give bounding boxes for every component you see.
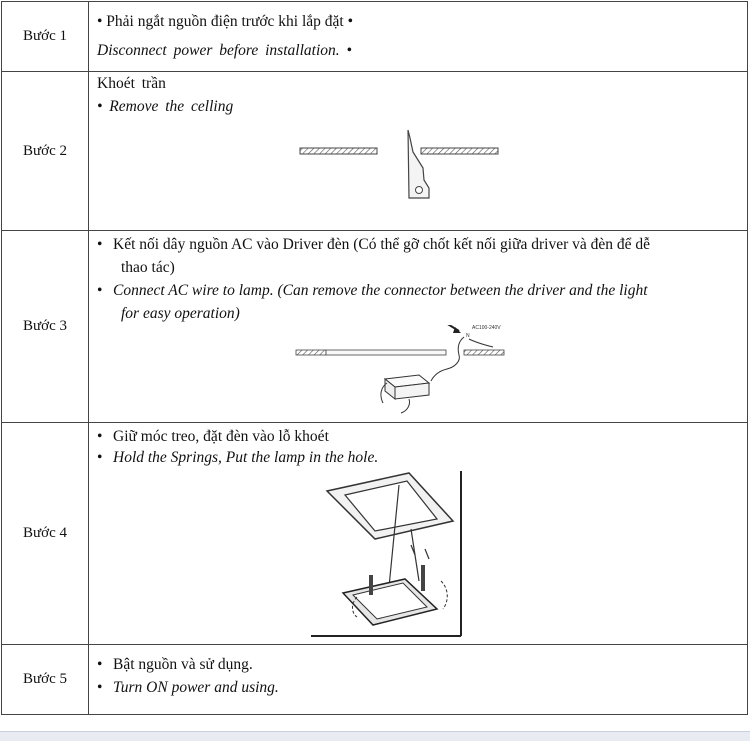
step-content-1	[89, 2, 748, 72]
voltage-label: AC100-240V	[472, 325, 501, 331]
step-1-vi: • Phải ngắt nguồn điện trước khi lắp đặt •	[97, 13, 354, 30]
step-2-en: • Remove the celling	[97, 98, 234, 115]
ceiling-cut-illustration	[89, 118, 739, 206]
instruction-table	[1, 1, 748, 715]
step-4-vi: Giữ móc treo, đặt đèn vào lỗ khoét	[113, 428, 329, 445]
step-1-en: Disconnect power before installation. •	[97, 42, 352, 59]
step-5-en: Turn ON power and using.	[113, 679, 279, 696]
step-content-2	[89, 72, 748, 231]
step-3-en-2: for easy operation)	[121, 305, 240, 322]
step-row-1	[2, 2, 748, 72]
step-row-3	[2, 231, 748, 423]
step-content-5: • Bật nguồn và sử dụng. • Turn ON power and using.	[89, 645, 748, 715]
step-2-vi: Khoét trần	[97, 75, 166, 92]
step-label-5: Bước 5	[2, 645, 89, 715]
lamp-install-illustration	[89, 469, 739, 639]
step-row-2	[2, 72, 748, 231]
step-row-4	[2, 423, 748, 645]
step-label-1: Bước 1	[2, 2, 89, 72]
step-label-4: Bước 4	[2, 423, 89, 645]
step-3-en-1: Connect AC wire to lamp. (Can remove the connector between the driver and the light	[113, 282, 648, 299]
step-4-en: Hold the Springs, Put the lamp in the hole.	[113, 449, 379, 466]
ac-wiring-illustration	[89, 325, 739, 415]
step-content-4: • Giữ móc treo, đặt đèn vào lỗ khoét • Hold the Springs, Put the lamp in the hole.	[89, 423, 748, 645]
n-label: N	[466, 333, 470, 339]
step-label-3: Bước 3	[2, 231, 89, 423]
step-5-vi: Bật nguồn và sử dụng.	[113, 656, 253, 673]
step-3-vi-1: Kết nối dây nguồn AC vào Driver đèn (Có thể gỡ chốt kết nối giữa driver và đèn để dễ	[113, 236, 651, 253]
step-label-2: Bước 2	[2, 72, 89, 231]
step-3-vi-2: thao tác)	[121, 259, 175, 276]
step-content-3: • Kết nối dây nguồn AC vào Driver đèn (Có thể gỡ chốt kết nối giữa driver và đèn để dễ thao tác) • Connect AC wire to lamp. (Can remove the connector between the driver and the light for easy operation) AC100-240V N	[89, 231, 748, 423]
step-row-5	[2, 645, 748, 715]
